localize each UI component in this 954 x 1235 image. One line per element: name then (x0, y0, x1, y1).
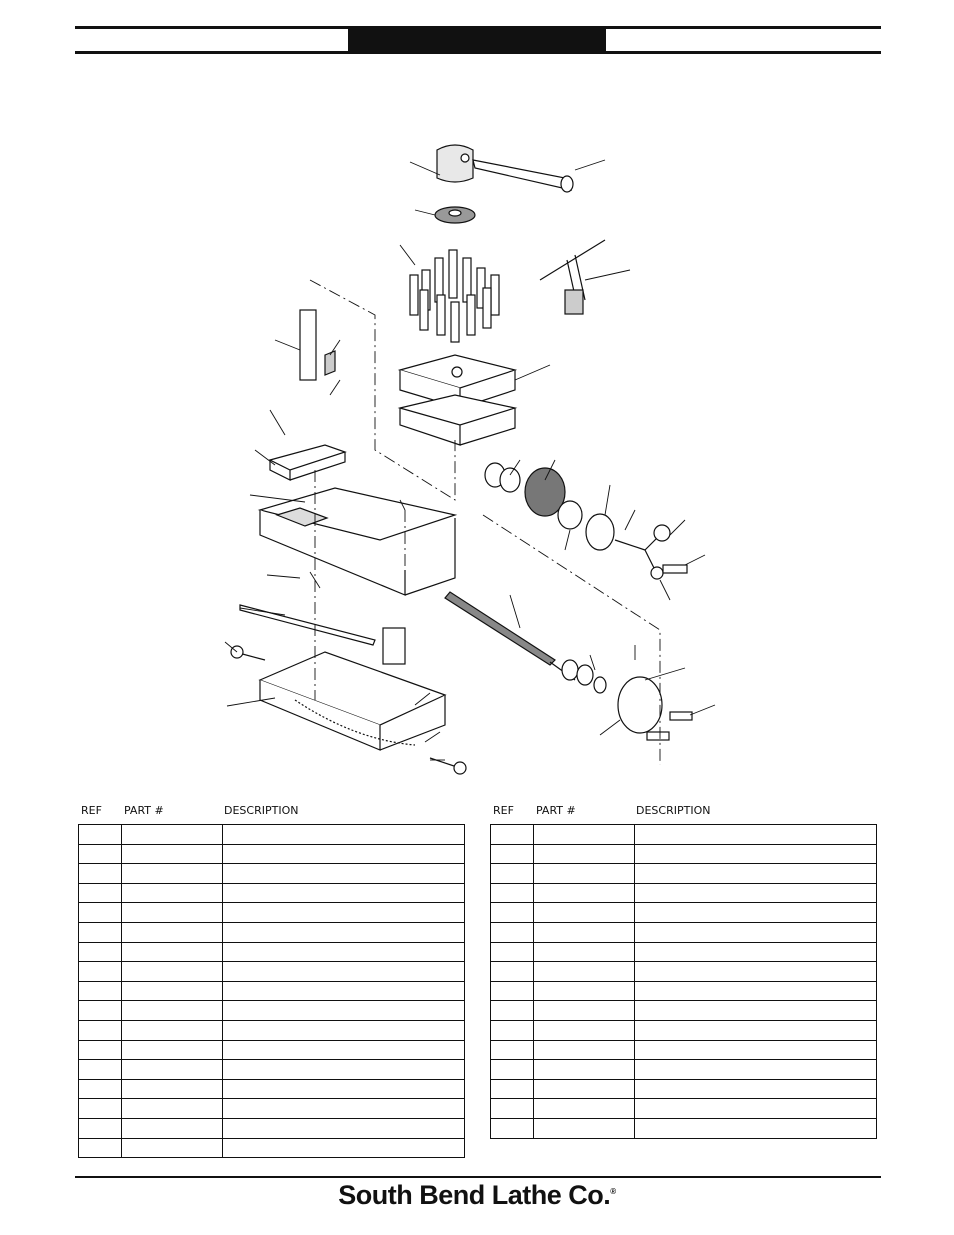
ref-cell (79, 923, 122, 942)
ref-cell (491, 1021, 534, 1040)
table-header-right (490, 800, 877, 822)
table-row (491, 845, 876, 865)
ref-cell (491, 845, 534, 864)
table-row (79, 1021, 464, 1041)
ref-cell (79, 1041, 122, 1060)
table-row (79, 1041, 464, 1061)
part-cell (533, 864, 635, 883)
footer-brand (0, 1180, 954, 1211)
part-cell (533, 1080, 635, 1099)
part-cell (121, 962, 223, 981)
part-cell (533, 1099, 635, 1118)
table-row (79, 923, 464, 943)
part-cell (121, 1021, 223, 1040)
part-cell (121, 884, 223, 903)
ref-cell (491, 943, 534, 962)
parts-table-left (78, 800, 465, 822)
part-cell (121, 982, 223, 1001)
ref-cell (491, 923, 534, 942)
ref-cell (79, 825, 122, 844)
ref-cell (491, 903, 534, 922)
table-row (79, 1099, 464, 1119)
table-grid-left (78, 824, 465, 1158)
ref-cell (79, 1021, 122, 1040)
part-cell (121, 943, 223, 962)
table-row (79, 962, 464, 982)
part-cell (533, 1021, 635, 1040)
registered-mark: ® (610, 1187, 616, 1196)
part-cell (533, 825, 635, 844)
footer-line (75, 1176, 881, 1178)
part-cell (533, 943, 635, 962)
header-section-tab (348, 26, 606, 54)
table-row (79, 884, 464, 904)
ref-cell (79, 1139, 122, 1158)
table-row (79, 825, 464, 845)
table-row (491, 1001, 876, 1021)
table-row (491, 825, 876, 845)
ref-cell (79, 1099, 122, 1118)
table-row (491, 982, 876, 1002)
part-cell (533, 1060, 635, 1079)
part-cell (533, 1119, 635, 1138)
table-header-left (78, 800, 465, 822)
ref-cell (79, 864, 122, 883)
part-cell (533, 884, 635, 903)
table-row (491, 1119, 876, 1139)
part-cell (533, 1001, 635, 1020)
ref-cell (79, 1001, 122, 1020)
ref-cell (79, 962, 122, 981)
part-cell (121, 1119, 223, 1138)
col-part-header: PART # (536, 804, 576, 817)
ref-cell (491, 1080, 534, 1099)
ref-cell (491, 1041, 534, 1060)
col-part-header: PART # (124, 804, 164, 817)
table-row (79, 845, 464, 865)
table-row (491, 884, 876, 904)
part-cell (533, 903, 635, 922)
table-row (491, 1060, 876, 1080)
part-cell (533, 982, 635, 1001)
table-row (491, 943, 876, 963)
table-row (79, 1001, 464, 1021)
table-row (491, 1080, 876, 1100)
part-cell (533, 1041, 635, 1060)
table-row (491, 1021, 876, 1041)
ref-cell (79, 1060, 122, 1079)
col-desc-header: DESCRIPTION (636, 804, 711, 817)
table-row (79, 1080, 464, 1100)
table-row (491, 962, 876, 982)
col-desc-header: DESCRIPTION (224, 804, 299, 817)
ref-cell (491, 1060, 534, 1079)
ref-cell (491, 864, 534, 883)
table-grid-right (490, 824, 877, 1139)
exploded-parts-diagram (215, 140, 735, 790)
brand-name: South Bend Lathe Co. (338, 1180, 611, 1210)
part-cell (121, 903, 223, 922)
ref-cell (491, 825, 534, 844)
col-ref-header: REF (493, 804, 514, 817)
table-row (79, 864, 464, 884)
part-cell (533, 845, 635, 864)
ref-cell (491, 884, 534, 903)
part-cell (121, 1099, 223, 1118)
ref-cell (491, 982, 534, 1001)
ref-cell (79, 884, 122, 903)
table-row (491, 903, 876, 923)
part-cell (121, 825, 223, 844)
ref-cell (79, 1119, 122, 1138)
ref-cell (491, 1099, 534, 1118)
table-row (491, 923, 876, 943)
table-row (79, 982, 464, 1002)
part-cell (121, 1080, 223, 1099)
parts-table-right (490, 800, 877, 822)
part-cell (533, 962, 635, 981)
ref-cell (491, 1001, 534, 1020)
ref-cell (491, 962, 534, 981)
col-ref-header: REF (81, 804, 102, 817)
part-cell (121, 864, 223, 883)
table-row (491, 1099, 876, 1119)
table-row (491, 1041, 876, 1061)
table-row (79, 1060, 464, 1080)
part-cell (121, 1060, 223, 1079)
table-row (79, 1139, 464, 1159)
part-cell (533, 923, 635, 942)
table-row (79, 943, 464, 963)
ref-cell (491, 1119, 534, 1138)
ref-cell (79, 903, 122, 922)
part-cell (121, 1041, 223, 1060)
ref-cell (79, 845, 122, 864)
part-cell (121, 923, 223, 942)
ref-cell (79, 943, 122, 962)
ref-cell (79, 1080, 122, 1099)
part-cell (121, 1001, 223, 1020)
table-row (491, 864, 876, 884)
table-row (79, 1119, 464, 1139)
part-cell (121, 1139, 223, 1158)
ref-cell (79, 982, 122, 1001)
table-row (79, 903, 464, 923)
part-cell (121, 845, 223, 864)
